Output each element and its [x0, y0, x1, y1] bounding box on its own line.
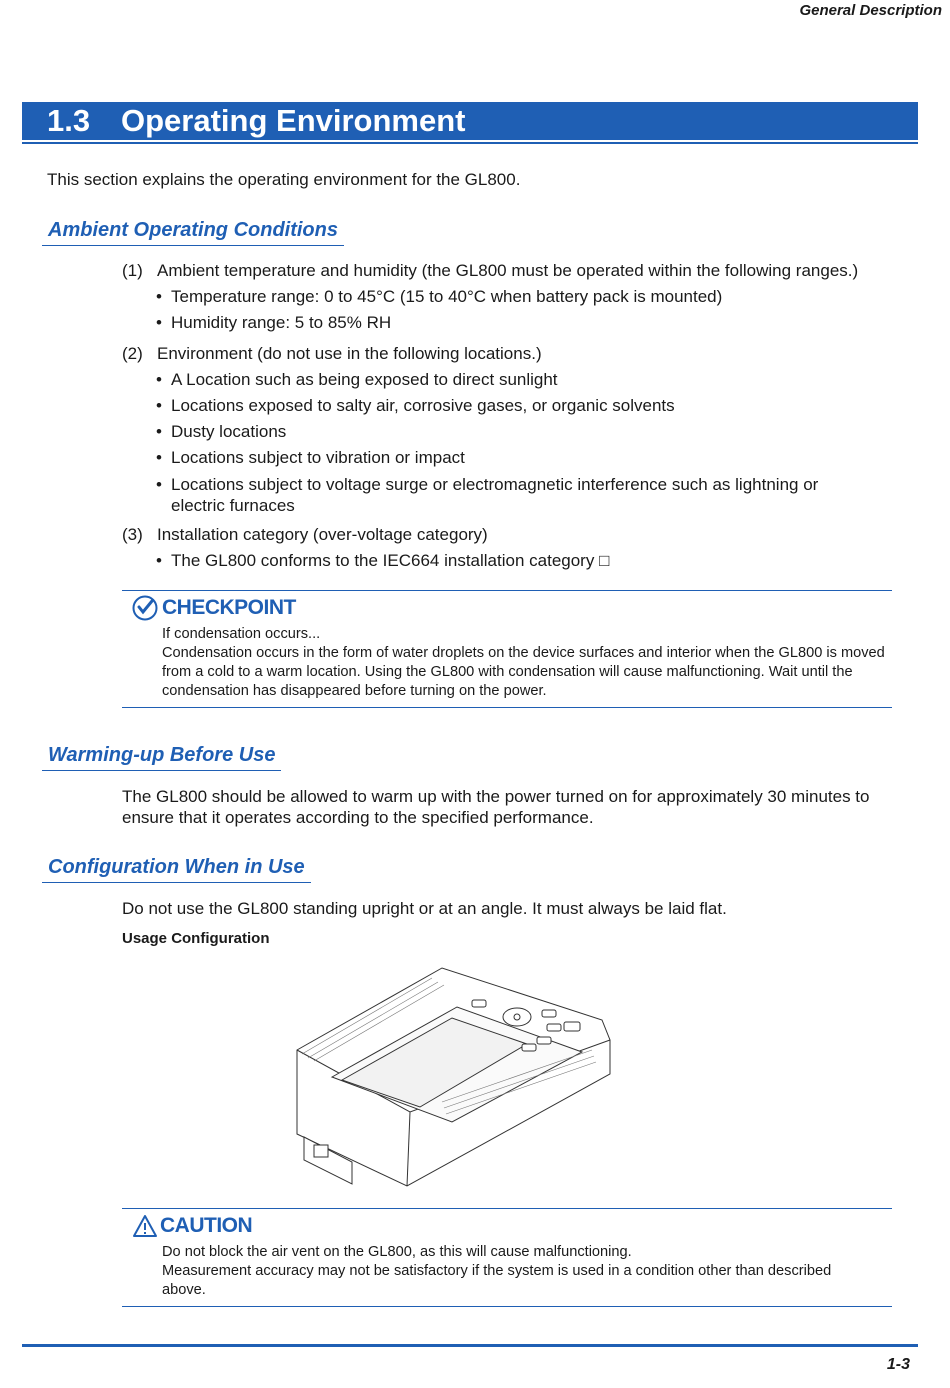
list-item: (1) Ambient temperature and humidity (the GL800 must be operated within the following ranges.) [122, 261, 859, 280]
warming-heading: Warming-up Before Use [42, 744, 281, 771]
bullet-item: • Locations subject to voltage surge or electromagnetic interference such as lightning or electric furnaces [156, 475, 819, 515]
ambient-heading: Ambient Operating Conditions [42, 219, 344, 246]
running-header: General Description [799, 2, 942, 19]
configuration-heading: Configuration When in Use [42, 856, 311, 883]
list-item: (2) Environment (do not use in the following locations.) [122, 344, 542, 363]
page-title [47, 102, 465, 140]
page-number: 1-3 [886, 1356, 910, 1373]
configuration-paragraph: Do not use the GL800 standing upright or at an angle. It must always be laid flat. [122, 899, 727, 918]
ambient-list [122, 258, 892, 574]
warming-paragraph: The GL800 should be allowed to warm up with the power turned on for approximately 30 minutes to ensure that it operates according to the specified performance. [122, 787, 870, 827]
checkpoint-label: CHECKPOINT [122, 591, 892, 625]
bullet-item: • Humidity range: 5 to 85% RH [156, 313, 392, 332]
checkpoint-box [122, 590, 892, 708]
footer-rule [22, 1344, 918, 1347]
caution-text: Do not block the air vent on the GL800, as this will cause malfunctioning. Measurement accuracy may not be satisfactory if the system is used in a condition other than described above. [162, 1244, 832, 1298]
bullet-item: • Dusty locations [156, 422, 287, 441]
device-illustration [292, 962, 617, 1190]
title-underline [22, 142, 918, 144]
bullet-item: • Temperature range: 0 to 45°C (15 to 40°C when battery pack is mounted) [156, 287, 723, 306]
bullet-item: • Locations exposed to salty air, corrosive gases, or organic solvents [156, 396, 675, 415]
bullet-item: • Locations subject to vibration or impact [156, 448, 465, 467]
figure-caption: Usage Configuration [122, 930, 270, 947]
checkpoint-text: If condensation occurs... Condensation occurs in the form of water droplets on the device surfaces and interior when the GL800 is moved from a cold to a warm location. Using the GL800 with condensation will cause malfunctioning. Wait until the condensation has disappeared before turning on the power. [162, 626, 885, 699]
section-number: 1.3 [47, 103, 91, 138]
intro-paragraph: This section explains the operating environment for the GL800. [47, 170, 521, 189]
caution-box [122, 1208, 892, 1307]
checkpoint-icon [132, 595, 158, 621]
list-item: (3) Installation category (over-voltage category) [122, 525, 488, 544]
warning-triangle-icon [132, 1214, 158, 1238]
caution-label: CAUTION [122, 1209, 892, 1243]
section-title: Operating Environment [121, 103, 466, 138]
bullet-item: • The GL800 conforms to the IEC664 installation category □ [156, 551, 610, 570]
bullet-item: • A Location such as being exposed to direct sunlight [156, 370, 558, 389]
